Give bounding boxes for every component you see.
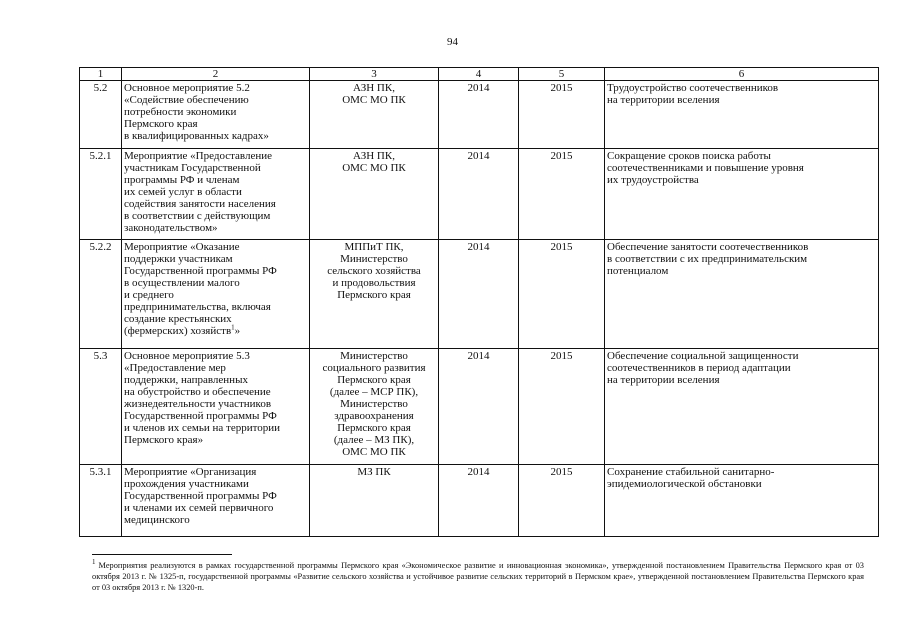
footnote-marker: 1 (92, 558, 96, 567)
executor-cell: МППиТ ПК, Министерство сельского хозяйства и продовольствия Пермского края (310, 240, 439, 349)
measure-name-text: Мероприятие «Оказание поддержки участникам Государственной программы РФ в осуществлении малого и среднего предпринимательства, включая создание крестьянских (фермерских) хозяйств (124, 241, 277, 337)
end-year-cell: 2015 (519, 240, 605, 349)
measure-name-tail: » (234, 325, 241, 337)
footnote-reference: 1 (231, 323, 235, 332)
table-row (80, 81, 879, 149)
executor-cell: Министерство социального развития Пермского края (далее – МСР ПК), Министерство здравоохранения Пермского края (далее – МЗ ПК), ОМС МО ПК (310, 349, 439, 465)
executor-cell: АЗН ПК, ОМС МО ПК (310, 149, 439, 240)
column-header: 4 (439, 68, 519, 81)
page-number: 94 (447, 36, 458, 48)
executor-cell: МЗ ПК (310, 465, 439, 537)
expected-result-cell: Сокращение сроков поиска работы соотечественниками и повышение уровня их трудоустройства (605, 149, 879, 240)
end-year-cell: 2015 (519, 81, 605, 149)
program-measures-table (79, 67, 879, 537)
end-year-cell: 2015 (519, 465, 605, 537)
end-year-cell: 2015 (519, 149, 605, 240)
column-header: 2 (122, 68, 310, 81)
measure-name-cell: Мероприятие «Организация прохождения участниками Государственной программы РФ и членами их семей первичного медицинского (122, 465, 310, 537)
column-header: 3 (310, 68, 439, 81)
expected-result-cell: Сохранение стабильной санитарно- эпидемиологической обстановки (605, 465, 879, 537)
measure-name-cell: Мероприятие «Предоставление участникам Государственной программы РФ и членам их семей услуг в области содействия занятости населения в соответствии с действующим законодательством» (122, 149, 310, 240)
row-number-cell: 5.2.1 (80, 149, 122, 240)
measure-name-cell (122, 240, 310, 349)
footnote (92, 560, 864, 593)
start-year-cell: 2014 (439, 465, 519, 537)
end-year-cell: 2015 (519, 349, 605, 465)
start-year-cell: 2014 (439, 81, 519, 149)
table-row (80, 465, 879, 537)
column-header: 5 (519, 68, 605, 81)
row-number-cell: 5.3.1 (80, 465, 122, 537)
expected-result-cell: Обеспечение занятости соотечественников в соответствии с их предпринимательским потенциалом (605, 240, 879, 349)
row-number-cell: 5.2.2 (80, 240, 122, 349)
column-header: 1 (80, 68, 122, 81)
table-row (80, 240, 879, 349)
footnote-text: Мероприятия реализуются в рамках государственной программы Пермского края «Экономическое развитие и инновационная экономика», утвержденной постановлением Правительства Пермского края от 03 октября 2013 г. № 1325-п, государственной программы «Развитие сельского хозяйства и устойчивое развитие сельских территорий в Пермском крае», утвержденной постановлением Правительства Пермского края от 03 октября 2013 г. № 1320-п. (92, 561, 864, 592)
table-row (80, 149, 879, 240)
row-number-cell: 5.2 (80, 81, 122, 149)
start-year-cell: 2014 (439, 349, 519, 465)
row-number-cell: 5.3 (80, 349, 122, 465)
footnote-separator (92, 554, 232, 555)
table-row (80, 349, 879, 465)
start-year-cell: 2014 (439, 240, 519, 349)
executor-cell: АЗН ПК, ОМС МО ПК (310, 81, 439, 149)
expected-result-cell: Обеспечение социальной защищенности соотечественников в период адаптации на территории вселения (605, 349, 879, 465)
start-year-cell: 2014 (439, 149, 519, 240)
column-header: 6 (605, 68, 879, 81)
measure-name-cell: Основное мероприятие 5.3 «Предоставление мер поддержки, направленных на обустройство и обеспечение жизнедеятельности участников Государственной программы РФ и членов их семьи на территории Пермского края» (122, 349, 310, 465)
table-header-row (80, 68, 879, 81)
expected-result-cell: Трудоустройство соотечественников на территории вселения (605, 81, 879, 149)
measure-name-cell: Основное мероприятие 5.2 «Содействие обеспечению потребности экономики Пермского края в квалифицированных кадрах» (122, 81, 310, 149)
